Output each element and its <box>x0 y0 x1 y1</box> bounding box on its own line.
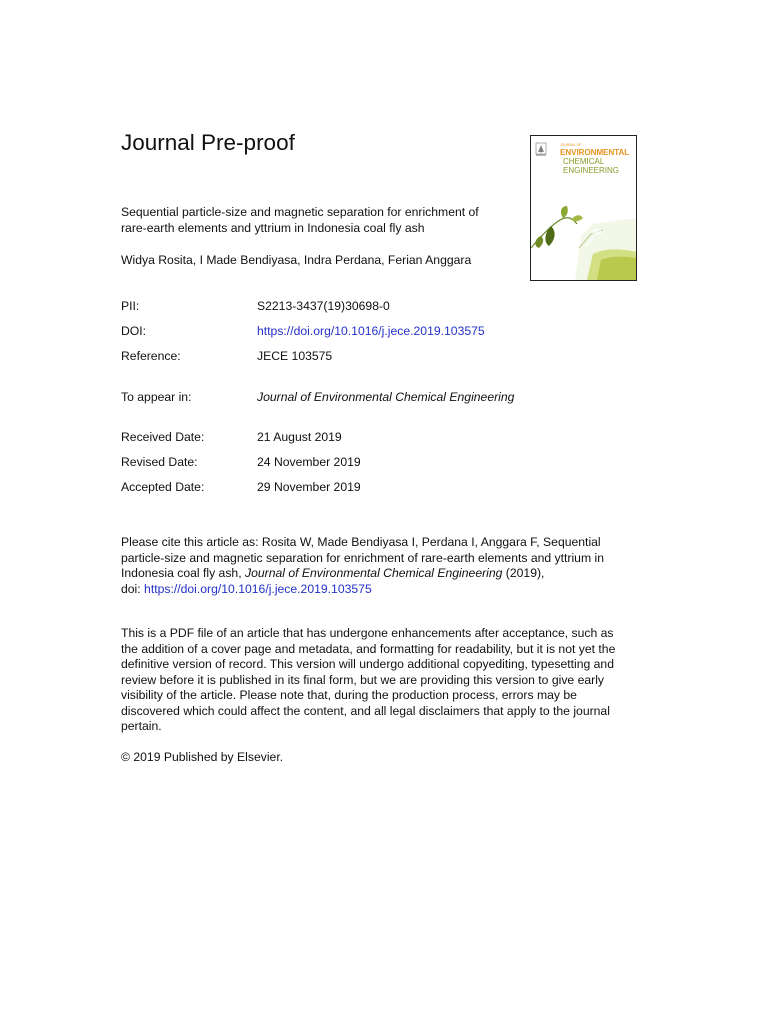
disclaimer-line: pertain. <box>121 719 162 733</box>
citation-line: Please cite this article as: Rosita W, Made Bendiyasa I, Perdana I, Anggara F, Sequential <box>121 535 601 549</box>
cover-journal-line2: CHEMICAL <box>563 157 605 166</box>
copyright-notice <box>121 750 641 766</box>
citation-line <box>121 582 641 598</box>
citation-line: particle-size and magnetic separation for enrichment of rare-earth elements and yttrium in <box>121 550 604 565</box>
pii-label: PII: <box>121 299 140 313</box>
article-title-line: rare-earth elements and yttrium in Indonesia coal fly ash <box>121 221 425 235</box>
glass-flask-illustration <box>575 218 636 280</box>
appear-journal: Journal of Environmental Chemical Engineering <box>257 390 515 404</box>
citation-line <box>121 566 641 582</box>
disclaimer-line: the addition of a cover page and metadata, and formatting for readability, but it is not yet the <box>121 641 616 656</box>
revised-label: Revised Date: <box>121 455 198 469</box>
pii-value: S2213-3437(19)30698-0 <box>257 299 390 313</box>
cover-artwork <box>531 136 636 280</box>
article-title <box>121 204 501 236</box>
doi-label: DOI: <box>121 324 147 338</box>
authors: Widya Rosita, I Made Bendiyasa, Indra Perdana, Ferian Anggara <box>121 253 472 267</box>
elsevier-logo-icon <box>536 143 546 156</box>
received-label: Received Date: <box>121 430 205 444</box>
journal-cover-image <box>530 135 637 281</box>
accepted-date: 29 November 2019 <box>257 480 361 494</box>
citation-paragraph <box>121 535 641 597</box>
citation-text: Indonesia coal fly ash, <box>121 566 245 580</box>
disclaimer-line: visibility of the article. Please note that, during the production process, errors may be <box>121 688 577 702</box>
cover-journal-line3: ENGINEERING <box>563 166 620 175</box>
received-date: 21 August 2019 <box>257 430 342 444</box>
copyright-text: © 2019 Published by Elsevier. <box>121 750 284 764</box>
doi-link[interactable]: https://doi.org/10.1016/j.jece.2019.103575 <box>257 324 485 338</box>
reference-value: JECE 103575 <box>257 349 333 363</box>
disclaimer-line: This is a PDF file of an article that has undergone enhancements after acceptance, such as <box>121 626 614 640</box>
cover-journal-line1: ENVIRONMENTAL <box>560 148 630 157</box>
disclaimer-line: review before it is published in its final form, but we are providing this version to give early <box>121 672 604 687</box>
citation-doi-prefix: doi: <box>121 581 145 596</box>
disclaimer-paragraph <box>121 626 641 735</box>
cover-journal-small: JOURNAL OF <box>560 143 582 147</box>
appear-label: To appear in: <box>121 390 192 404</box>
citation-doi-link[interactable]: https://doi.org/10.1016/j.jece.2019.103575 <box>144 581 372 596</box>
reference-label: Reference: <box>121 349 181 363</box>
article-title-line: Sequential particle-size and magnetic separation for enrichment of <box>121 205 479 219</box>
revised-date: 24 November 2019 <box>257 455 361 469</box>
citation-text: (2019), <box>502 566 545 580</box>
page-title: Journal Pre-proof <box>121 130 295 155</box>
disclaimer-line: definitive version of record. This version will undergo additional copyediting, typesetting and <box>121 657 614 671</box>
plant-illustration <box>531 206 583 248</box>
accepted-label: Accepted Date: <box>121 480 205 494</box>
citation-journal: Journal of Environmental Chemical Engineering <box>244 566 503 580</box>
disclaimer-line: discovered which could affect the content, and all legal disclaimers that apply to the journal <box>121 703 610 718</box>
